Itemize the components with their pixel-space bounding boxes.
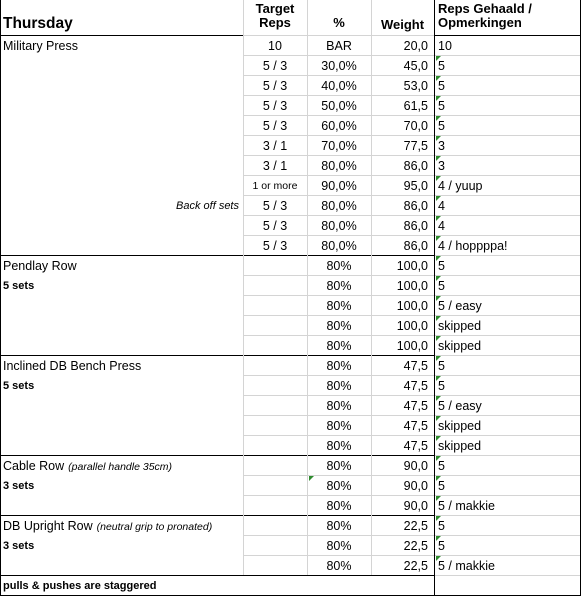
reps-note[interactable]: 5	[438, 479, 445, 493]
weight-value: 20,0	[403, 39, 428, 53]
percent-value: 80%	[326, 479, 352, 493]
comment-marker-icon	[309, 476, 314, 481]
percent-value: 80%	[326, 359, 352, 373]
weight-value: 86,0	[403, 239, 428, 253]
reps-note[interactable]: 5	[438, 79, 445, 93]
percent-value: 80,0%	[321, 239, 357, 253]
reps-note[interactable]: 5	[438, 359, 445, 373]
comment-marker-icon	[436, 416, 441, 421]
percent-value: 40,0%	[321, 79, 357, 93]
percent-value: 80%	[326, 339, 352, 353]
notes-divider	[435, 255, 580, 256]
bottom-border	[0, 595, 580, 596]
exercise-name	[0, 356, 303, 376]
weight-value: 100,0	[396, 259, 428, 273]
target-reps: 5 / 3	[262, 239, 288, 253]
notes-divider	[435, 575, 580, 576]
weight-value: 77,5	[403, 139, 428, 153]
weight-value: 86,0	[403, 219, 428, 233]
weight-value: 45,0	[403, 59, 428, 73]
comment-marker-icon	[436, 176, 441, 181]
weight-value: 47,5	[403, 399, 428, 413]
percent-value: 60,0%	[321, 119, 357, 133]
notes-divider	[435, 135, 580, 136]
reps-note[interactable]: 4 / hoppppa!	[438, 239, 508, 253]
weight-value: 61,5	[403, 99, 428, 113]
notes-divider	[435, 495, 580, 496]
comment-marker-icon	[436, 156, 441, 161]
target-reps: 5 / 3	[262, 79, 288, 93]
weight-value: 86,0	[403, 159, 428, 173]
exercise-note: (neutral grip to pronated)	[96, 521, 213, 533]
comment-marker-icon	[436, 76, 441, 81]
sets-label: 5 sets	[3, 380, 35, 392]
percent-value: 30,0%	[321, 59, 357, 73]
notes-divider	[435, 215, 580, 216]
weight-value: 90,0	[403, 499, 428, 513]
percent-value: 80%	[326, 499, 352, 513]
header-weight: Weight	[380, 17, 425, 32]
exercise-name	[0, 456, 303, 476]
percent-value: 80%	[326, 379, 352, 393]
target-reps: 5 / 3	[262, 119, 288, 133]
notes-divider	[435, 175, 580, 176]
notes-divider	[435, 555, 580, 556]
percent-value: 80%	[326, 259, 352, 273]
reps-note[interactable]: 5	[438, 539, 445, 553]
weight-value: 22,5	[403, 539, 428, 553]
notes-divider	[435, 295, 580, 296]
notes-divider	[435, 475, 580, 476]
weight-value: 47,5	[403, 419, 428, 433]
sets-label: 3 sets	[3, 540, 35, 552]
notes-divider	[435, 115, 580, 116]
percent-value: 80%	[326, 399, 352, 413]
comment-marker-icon	[436, 436, 441, 441]
reps-note[interactable]: 5	[438, 59, 445, 73]
comment-marker-icon	[436, 56, 441, 61]
column-divider	[243, 0, 244, 575]
back-off-label: Back off sets	[176, 200, 239, 212]
notes-divider	[435, 275, 580, 276]
notes-divider	[435, 395, 580, 396]
sets-label: pulls & pushes are staggered	[3, 580, 157, 592]
percent-value: 80%	[326, 459, 352, 473]
column-divider	[371, 0, 372, 575]
weight-value: 90,0	[403, 479, 428, 493]
comment-marker-icon	[436, 196, 441, 201]
weight-value: 70,0	[403, 119, 428, 133]
comment-marker-icon	[436, 236, 441, 241]
notes-divider	[435, 95, 580, 96]
weight-value: 86,0	[403, 199, 428, 213]
reps-note[interactable]: 5 / makkie	[438, 499, 495, 513]
comment-marker-icon	[436, 316, 441, 321]
header-notes: Reps Gehaald / Opmerkingen	[438, 1, 532, 30]
comment-marker-icon	[436, 496, 441, 501]
notes-divider	[435, 375, 580, 376]
notes-divider	[435, 535, 580, 536]
target-reps: 10	[268, 39, 282, 53]
exercise-name	[0, 516, 303, 536]
reps-note[interactable]: 3	[438, 139, 445, 153]
percent-value: 50,0%	[321, 99, 357, 113]
sets-label: 5 sets	[3, 280, 35, 292]
weight-value: 100,0	[396, 319, 428, 333]
reps-note[interactable]: 4 / yuup	[438, 179, 483, 193]
notes-divider	[435, 435, 580, 436]
reps-note[interactable]: skipped	[438, 439, 482, 453]
percent-value: 80%	[326, 439, 352, 453]
day-title: Thursday	[3, 15, 73, 32]
percent-value: 80%	[326, 519, 352, 533]
weight-value: 95,0	[403, 179, 428, 193]
reps-note[interactable]: 5	[438, 99, 445, 113]
notes-divider	[435, 415, 580, 416]
column-divider	[307, 0, 308, 575]
comment-marker-icon	[436, 296, 441, 301]
reps-note[interactable]: 5	[438, 259, 445, 273]
left-border	[0, 0, 1, 596]
notes-divider	[435, 335, 580, 336]
target-reps: 3 / 1	[262, 139, 288, 153]
exercise-label: Cable Row	[3, 459, 65, 473]
target-reps: 1 or more	[252, 180, 298, 192]
reps-note[interactable]: 4	[438, 219, 445, 233]
target-reps: 5 / 3	[262, 59, 288, 73]
target-reps: 3 / 1	[262, 159, 288, 173]
percent-value: 80,0%	[321, 159, 357, 173]
reps-note[interactable]: 5 / easy	[438, 299, 482, 313]
notes-divider	[435, 75, 580, 76]
weight-value: 22,5	[403, 559, 428, 573]
reps-note[interactable]: 5	[438, 459, 445, 473]
reps-note[interactable]: 10	[438, 39, 452, 53]
percent-value: 80%	[326, 559, 352, 573]
exercise-label: Military Press	[3, 39, 79, 53]
header-percent: %	[333, 15, 345, 30]
reps-note[interactable]: 5	[438, 519, 445, 533]
comment-marker-icon	[436, 276, 441, 281]
weight-value: 22,5	[403, 519, 428, 533]
target-reps: 5 / 3	[262, 99, 288, 113]
percent-value: 90,0%	[321, 179, 357, 193]
target-reps: 5 / 3	[262, 219, 288, 233]
reps-note[interactable]: skipped	[438, 339, 482, 353]
weight-value: 47,5	[403, 439, 428, 453]
notes-divider	[435, 55, 580, 56]
exercise-label: Pendlay Row	[3, 259, 77, 273]
reps-note[interactable]: 5 / easy	[438, 399, 482, 413]
percent-value: 80%	[326, 419, 352, 433]
comment-marker-icon	[436, 556, 441, 561]
notes-divider	[435, 455, 580, 456]
comment-marker-icon	[436, 356, 441, 361]
reps-note[interactable]: skipped	[438, 319, 482, 333]
percent-value: 80%	[326, 539, 352, 553]
header-target-reps: Target Reps	[255, 1, 295, 30]
comment-marker-icon	[436, 516, 441, 521]
comment-marker-icon	[436, 536, 441, 541]
percent-value: 70,0%	[321, 139, 357, 153]
notes-divider	[435, 155, 580, 156]
reps-note[interactable]: skipped	[438, 419, 482, 433]
reps-note[interactable]: 3	[438, 159, 445, 173]
comment-marker-icon	[436, 376, 441, 381]
percent-value: 80%	[326, 299, 352, 313]
percent-value: BAR	[326, 39, 352, 53]
weight-value: 53,0	[403, 79, 428, 93]
notes-divider	[435, 515, 580, 516]
comment-marker-icon	[436, 96, 441, 101]
comment-marker-icon	[436, 456, 441, 461]
notes-divider	[435, 195, 580, 196]
weight-value: 100,0	[396, 299, 428, 313]
weight-value: 100,0	[396, 339, 428, 353]
sets-label: 3 sets	[3, 480, 35, 492]
percent-value: 80,0%	[321, 199, 357, 213]
comment-marker-icon	[436, 396, 441, 401]
weight-value: 100,0	[396, 279, 428, 293]
notes-divider	[435, 235, 580, 236]
notes-divider	[435, 315, 580, 316]
reps-note[interactable]: 5 / makkie	[438, 559, 495, 573]
percent-value: 80%	[326, 279, 352, 293]
weight-value: 47,5	[403, 379, 428, 393]
exercise-label: Inclined DB Bench Press	[3, 359, 142, 373]
reps-note[interactable]: 5	[438, 279, 445, 293]
weight-value: 90,0	[403, 459, 428, 473]
comment-marker-icon	[436, 256, 441, 261]
percent-value: 80,0%	[321, 219, 357, 233]
reps-note[interactable]: 5	[438, 379, 445, 393]
comment-marker-icon	[436, 136, 441, 141]
comment-marker-icon	[436, 336, 441, 341]
comment-marker-icon	[436, 116, 441, 121]
notes-divider	[435, 355, 580, 356]
reps-note[interactable]: 5	[438, 119, 445, 133]
percent-value: 80%	[326, 319, 352, 333]
target-reps: 5 / 3	[262, 199, 288, 213]
reps-note[interactable]: 4	[438, 199, 445, 213]
comment-marker-icon	[436, 216, 441, 221]
weight-value: 47,5	[403, 359, 428, 373]
exercise-label: DB Upright Row	[3, 519, 93, 533]
notes-column-border	[434, 0, 435, 596]
comment-marker-icon	[436, 476, 441, 481]
exercise-name	[0, 256, 303, 276]
exercise-note: (parallel handle 35cm)	[68, 461, 173, 473]
